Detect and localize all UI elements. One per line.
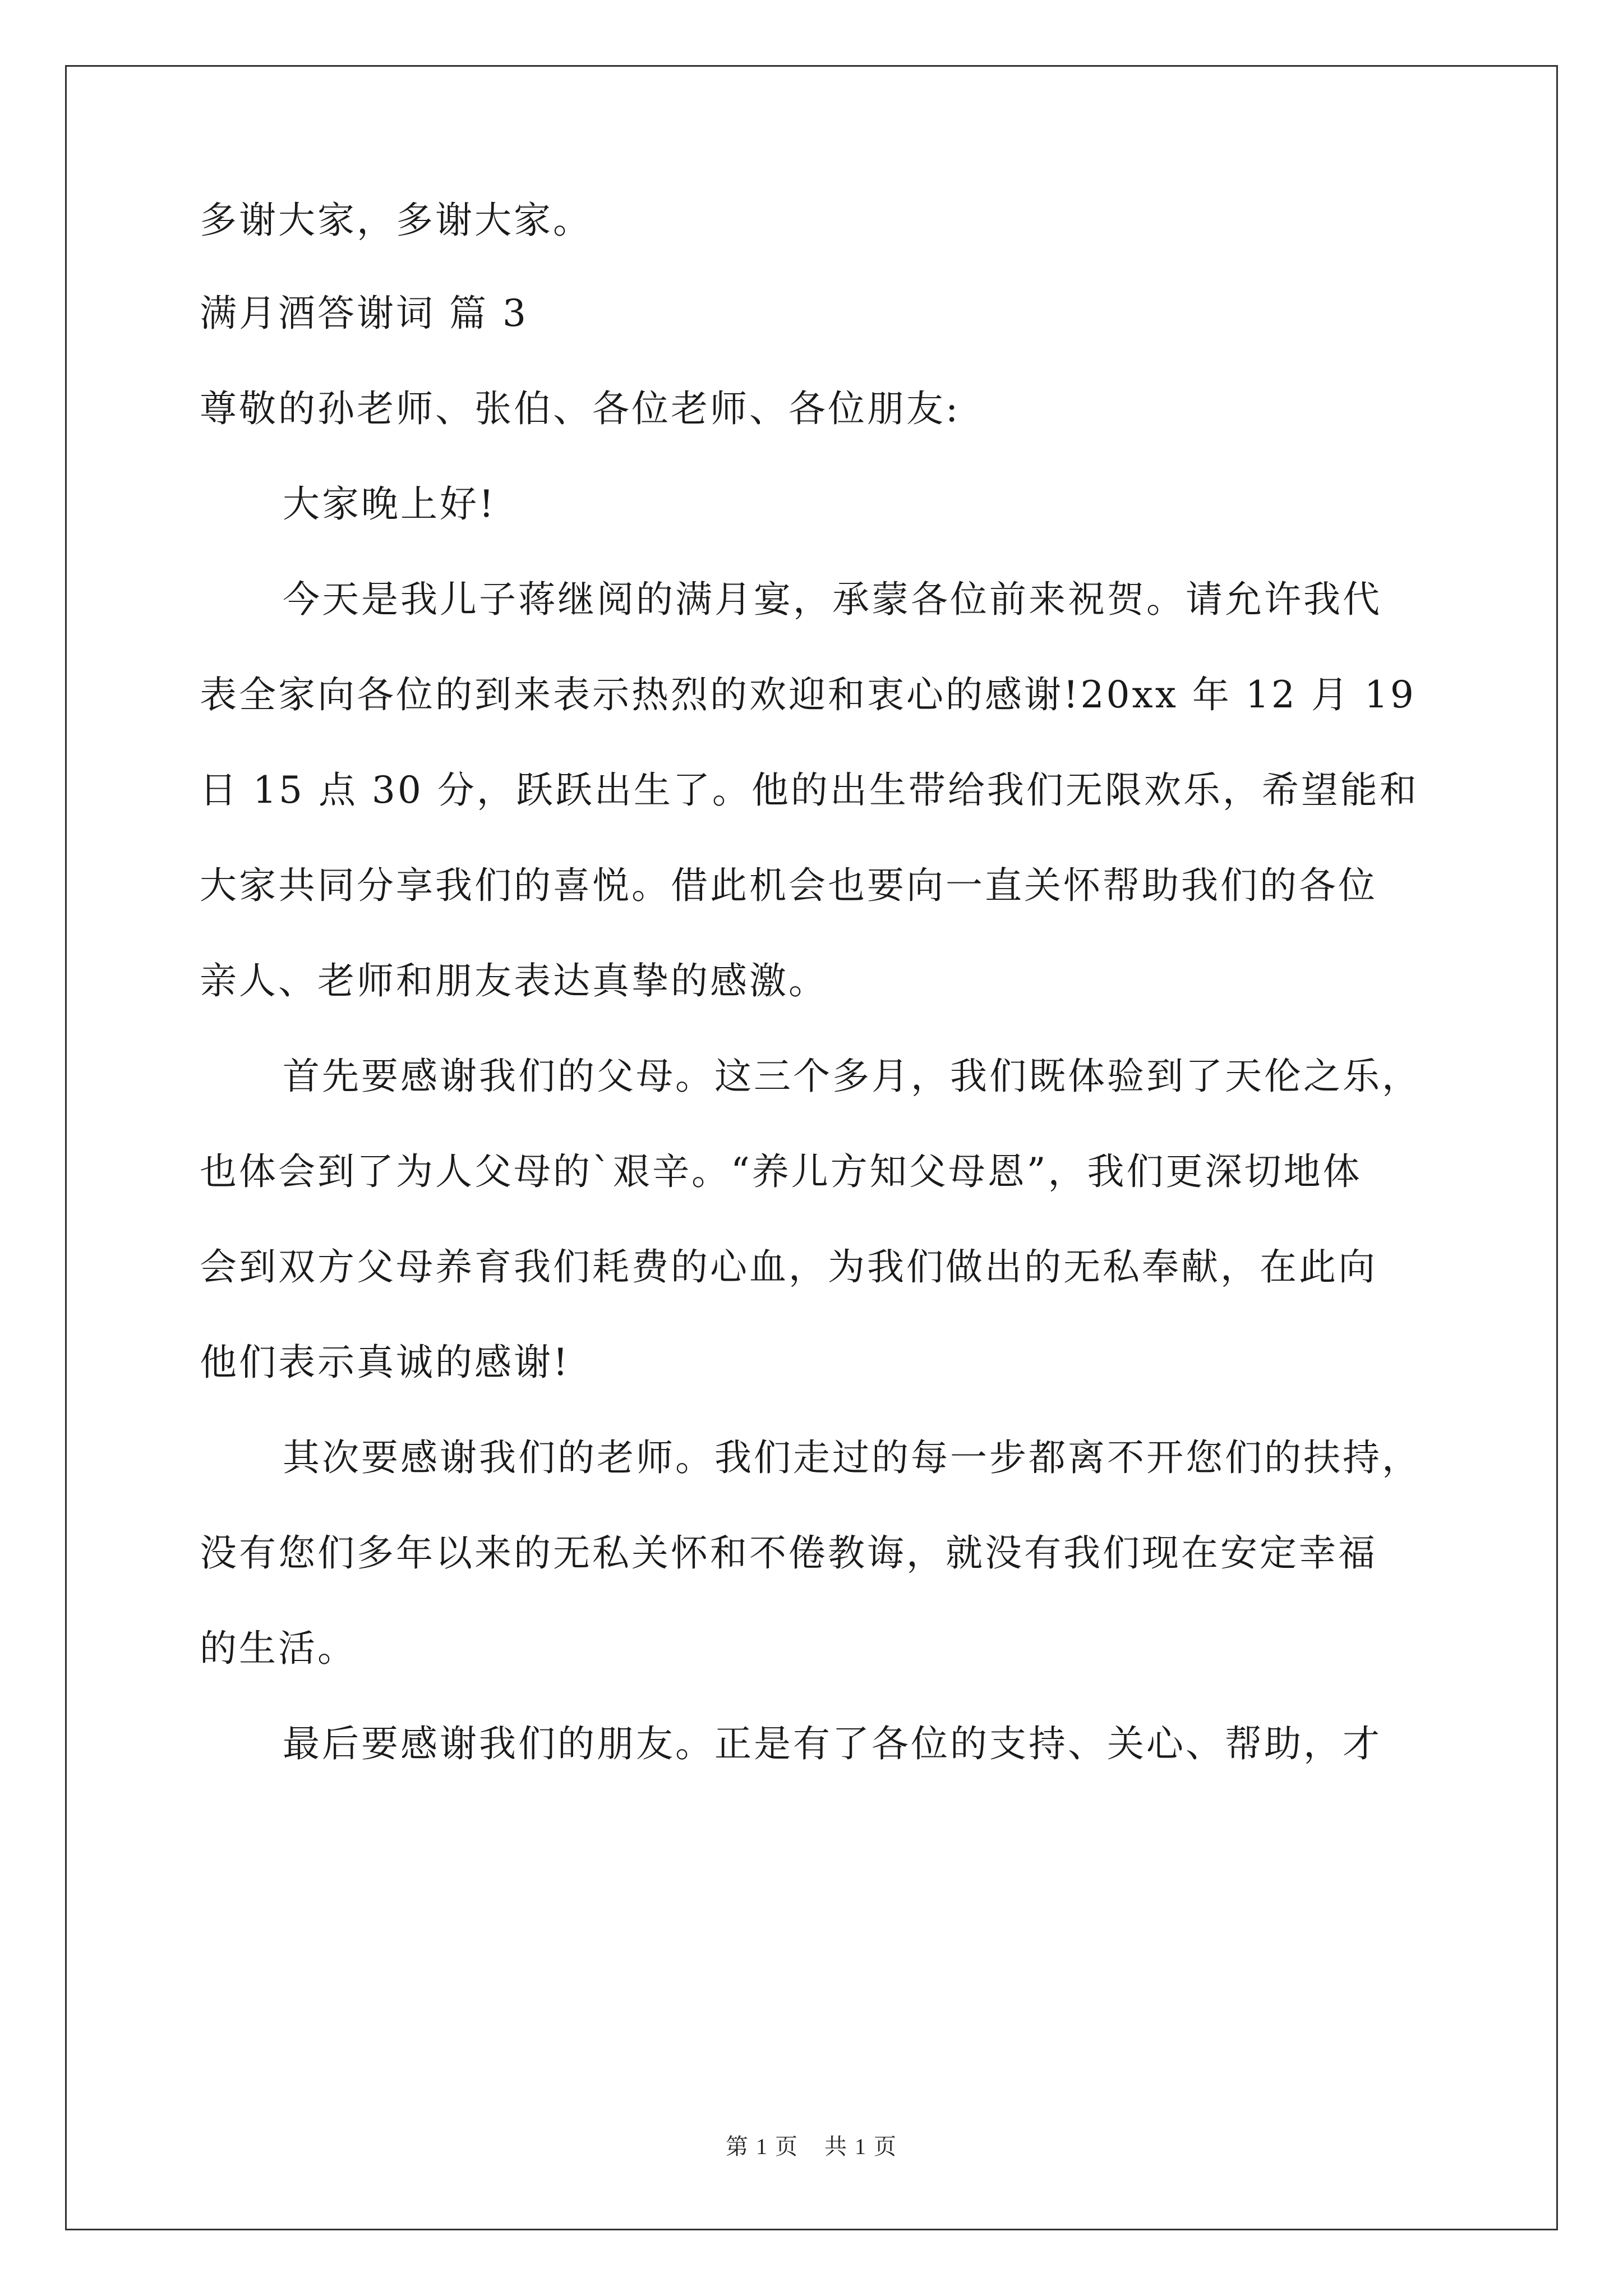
- page-footer: [0, 2129, 1623, 2161]
- text-line-15: 没有您们多年以来的无私关怀和不倦教诲，就没有我们现在安定幸福: [200, 1531, 1377, 1575]
- section-heading: 满月酒答谢词 篇 3: [200, 292, 528, 335]
- text-line-16: 的生活。: [200, 1627, 357, 1670]
- text-line-12: 会到双方父母养育我们耗费的心血，为我们做出的无私奉献，在此向: [200, 1245, 1377, 1289]
- salutation-line: 尊敬的孙老师、张伯、各位老师、各位朋友:: [200, 387, 961, 430]
- text-line-6: 表全家向各位的到来表示热烈的欢迎和衷心的感谢!20xx 年 12 月 19: [200, 673, 1416, 716]
- text-line-5: 今天是我儿子蒋继阅的满月宴，承蒙各位前来祝贺。请允许我代: [283, 578, 1382, 621]
- text-line-10: 首先要感谢我们的父母。这三个多月，我们既体验到了天伦之乐，: [283, 1055, 1421, 1098]
- page-total: 共 1 页: [824, 2134, 897, 2159]
- greeting-line: 大家晚上好!: [283, 482, 496, 526]
- page-number: 第 1 页: [726, 2134, 799, 2159]
- text-line-14: 其次要感谢我们的老师。我们走过的每一步都离不开您们的扶持，: [283, 1436, 1421, 1479]
- text-line-8: 大家共同分享我们的喜悦。借此机会也要向一直关怀帮助我们的各位: [200, 864, 1377, 907]
- text-line-13: 他们表示真诚的感谢!: [200, 1341, 570, 1384]
- text-line-9: 亲人、老师和朋友表达真挚的感激。: [200, 959, 828, 1002]
- text-line-17: 最后要感谢我们的朋友。正是有了各位的支持、关心、帮助，才: [283, 1722, 1382, 1765]
- text-line-7: 日 15 点 30 分，跃跃出生了。他的出生带给我们无限欢乐，希望能和: [200, 769, 1419, 812]
- text-line-11: 也体会到了为人父母的`艰辛。“养儿方知父母恩”，我们更深切地体: [200, 1150, 1362, 1193]
- text-line-1: 多谢大家，多谢大家。: [200, 199, 592, 242]
